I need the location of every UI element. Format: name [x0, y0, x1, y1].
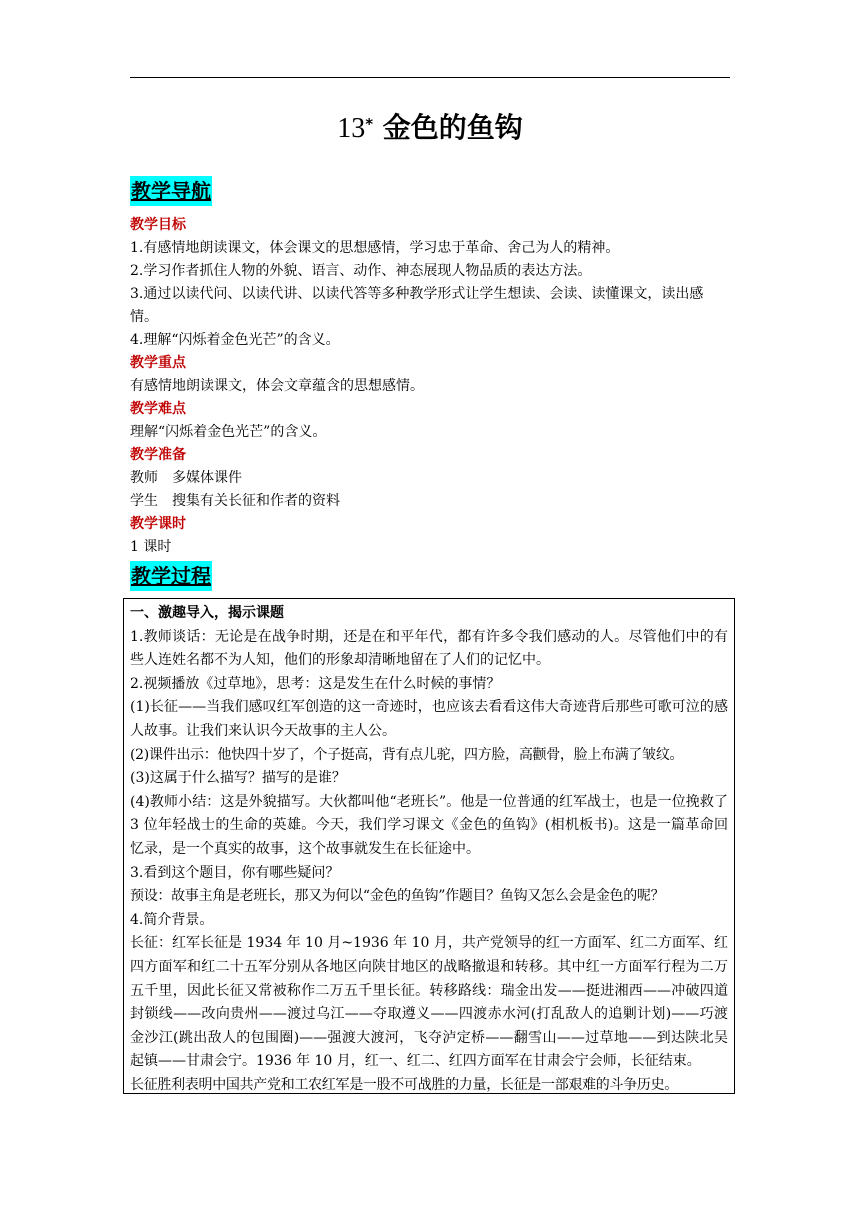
process-paragraph: (2)课件出示：他快四十岁了，个子挺高，背有点儿驼，四方脸，高颧骨，脸上布满了皱纹。 [130, 746, 684, 763]
goal-item: 4.理解“闪烁着金色光芒”的含义。 [130, 332, 340, 348]
process-box [123, 598, 735, 1094]
optional-mark: * [365, 115, 374, 133]
section-heading-process: 教学过程 [130, 561, 212, 591]
process-paragraph: 1.教师谈话：无论是在战争时期，还是在和平年代，都有许多令我们感动的人。尽管他们中的有些人连姓名都不为人知，他们的形象却清晰地留在了人们的记忆中。 [130, 628, 728, 669]
class-hours-title: 教学课时 [130, 516, 186, 532]
process-paragraph: 3.看到这个题目，你有哪些疑问？ [130, 864, 340, 881]
lesson-title-text: 金色的鱼钩 [382, 111, 523, 144]
step-title: 一、激趣导入，揭示课题 [130, 605, 284, 621]
section-heading-navigation: 教学导航 [130, 176, 212, 206]
key-point-text: 有感情地朗读课文，体会文章蕴含的思想感情。 [130, 378, 424, 394]
process-paragraph: (4)教师小结：这是外貌描写。大伙都叫他“老班长”。他是一位普通的红军战士，也是一位挽救了 3 位年轻战士的生命的英雄。今天，我们学习课文《金色的鱼钩》(相机板书)。这是一篇革命回忆录，是一个真实的故事，这个故事就发生在长征途中。 [130, 793, 728, 857]
preparation-item: 教师 多媒体课件 [130, 470, 242, 486]
goal-item: 1.有感情地朗读课文，体会课文的思想感情，学习忠于革命、舍己为人的精神。 [130, 240, 620, 256]
teaching-navigation [130, 214, 730, 559]
key-point-title: 教学重点 [130, 355, 186, 371]
lesson-title [0, 106, 860, 151]
difficulty-title: 教学难点 [130, 401, 186, 417]
process-paragraph: (3)这属于什么描写？描写的是谁？ [130, 770, 346, 787]
class-hours-text: 1 课时 [130, 539, 172, 555]
process-paragraph: 长征胜利表明中国共产党和工农红军是一股不可战胜的力量，长征是一部艰难的斗争历史。 [130, 1076, 678, 1093]
lesson-number: 13 [337, 113, 366, 144]
process-paragraph: 4.简介背景。 [130, 911, 214, 928]
process-paragraph: (1)长征——当我们感叹红军创造的这一奇迹时，也应该去看看这伟大奇迹背后那些可歌可泣的感人故事。让我们来认识今天故事的主人公。 [130, 699, 728, 739]
process-paragraph: 长征：红军长征是 1934 年 10 月~1936 年 10 月，共产党领导的红一方面军、红二方面军、红四方面军和红二十五军分别从各地区向陕甘地区的战略撤退和转移。其中红一方面军行程为二万五千里，因此长征又常被称作二万五千里长征。转移路线：瑞金出发——挺进湘西——冲破四道封锁线——改向贵州——渡过乌江——夺取遵义——四渡赤水河(打乱敌人的追剿计划)——巧渡金沙江(跳出敌人的包围圈)——强渡大渡河，飞夺泸定桥——翻雪山——过草地——到达陕北吴起镇——甘肃会宁。1936 年 10 月，红一、红二、红四方面军在甘肃会宁会师，长征结束。 [130, 935, 728, 1070]
difficulty-text: 理解“闪烁着金色光芒”的含义。 [130, 424, 327, 440]
preparation-item: 学生 搜集有关长征和作者的资料 [130, 493, 340, 509]
header-rule [130, 77, 730, 78]
process-paragraph: 2.视频播放《过草地》，思考：这是发生在什么时候的事情？ [130, 675, 501, 692]
goal-item: 2.学习作者抓住人物的外貌、语言、动作、神态展现人物品质的表达方法。 [130, 263, 592, 279]
goal-title: 教学目标 [130, 217, 186, 233]
goal-item: 3.通过以读代问、以读代讲、以读代答等多种教学形式让学生想读、会读、读懂课文，读出感情。 [130, 286, 704, 325]
process-paragraph: 预设：故事主角是老班长，那又为何以“金色的鱼钩”作题目？鱼钩又怎么会是金色的呢？ [130, 888, 665, 905]
preparation-title: 教学准备 [130, 447, 186, 463]
